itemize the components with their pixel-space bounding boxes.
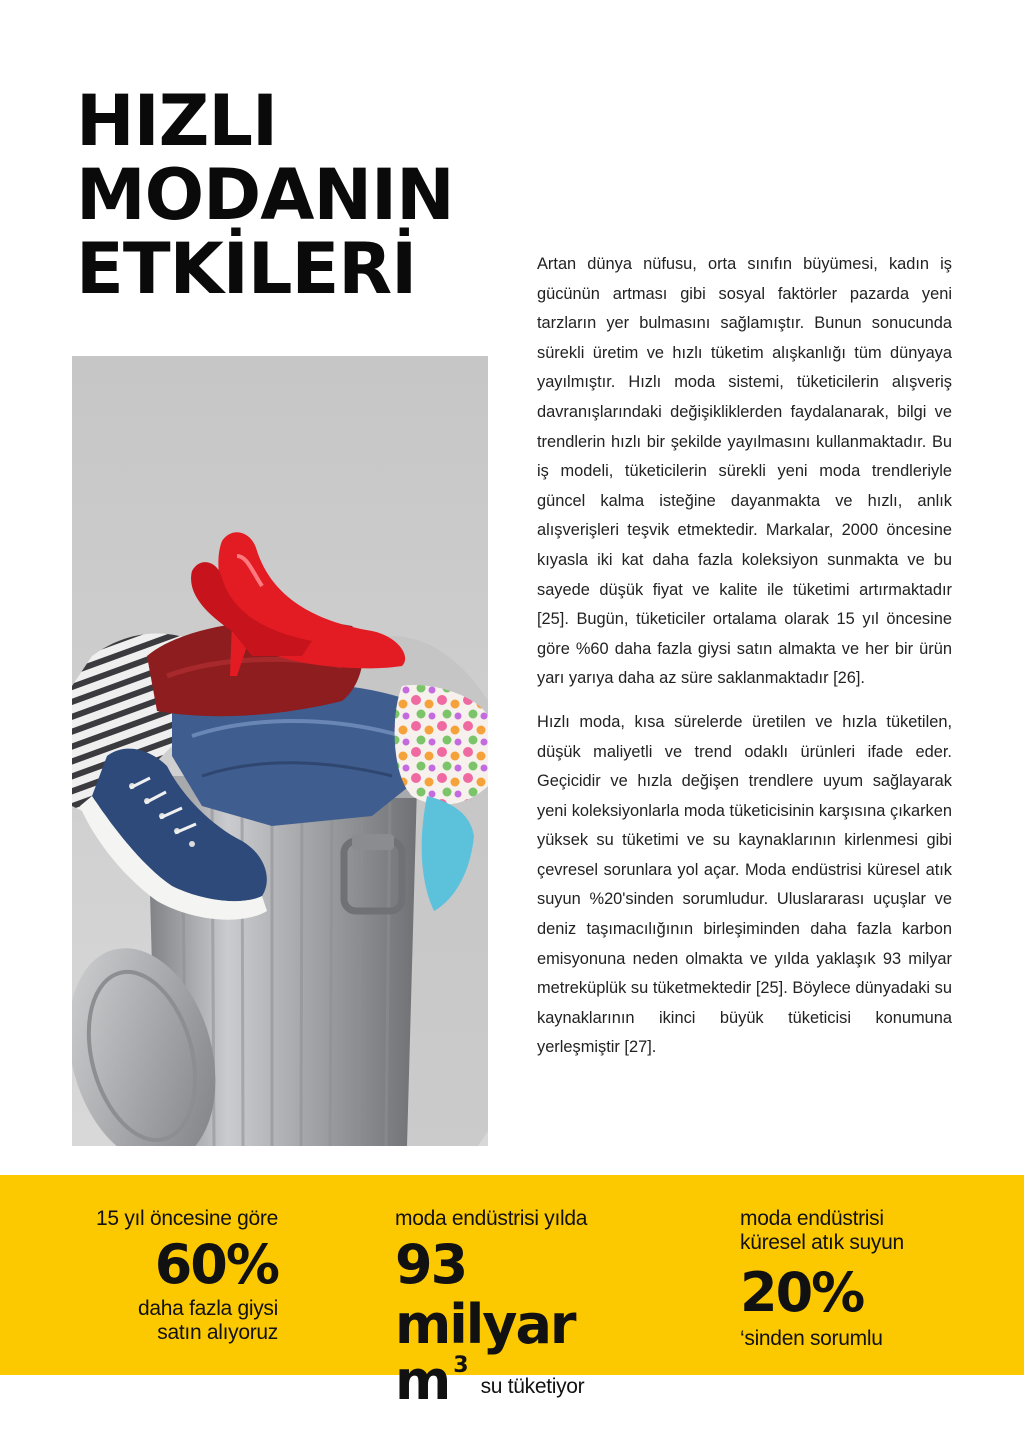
- title-line-2: MODANIN: [76, 154, 454, 236]
- paragraph-2: Hızlı moda, kısa sürelerde üretilen ve hızla tüketilen, düşük maliyetli ve trend odaklı ürünleri ifade eder. Geçicidir ve hızla değişen trendlere uyum sağlayarak yeni koleksiyonlarla moda tüketicisinin karşısına çıkarken yüksek su tüketimi ve su kaynaklarının kirlenmesi gibi çevresel sorunlara yol açar. Moda endüstrisi küresel atık suyun %20'sinden sorumludur. Uluslararası uçuşlar ve deniz taşımacılığının birleşiminden daha fazla karbon emisyonuna neden olmakta ve yılda yaklaşık 93 milyar metreküplük su tüketmektedir [25]. Böylece dünyadaki su kaynaklarının ikinci büyük tüketicisi konumuna yerleşmiştir [27].: [537, 712, 952, 1057]
- stat-water-unit: m: [395, 1349, 450, 1412]
- title-line-3: ETKİLERİ: [76, 228, 417, 310]
- stat-clothing-bottom-1: daha fazla giysi: [138, 1297, 278, 1320]
- stat-wastewater-top-1: moda endüstrisi: [740, 1207, 884, 1230]
- stat-water: [395, 1207, 655, 1411]
- trash-can-clothes-photo: [72, 356, 488, 1146]
- stat-clothing-bottom-2: satın alıyoruz: [157, 1321, 278, 1344]
- stat-wastewater-value: 20%: [740, 1261, 864, 1324]
- paragraph-1: Artan dünya nüfusu, orta sınıfın büyümesi, kadın iş gücünün artması gibi sosyal faktörler pazarda yeni tarzların yer bulmasını sağlamıştır. Bunun sonucunda sürekli üretim ve hızlı tüketim alışkanlığı tüm dünyaya yayılmıştır. Hızlı moda sistemi, tüketicilerin alışveriş davranışlarındaki değişikliklerden faydalanarak, bilgi ve trendlerin hızlı bir şekilde yayılmasını kullanmaktadır. Bu iş modeli, tüketicilerin sürekli yeni moda trendleriyle güncel kalma isteğine dayanmakta ve hızlı, anlık alışverişleri teşvik etmektedir. Markalar, 2000 öncesine kıyasla iki kat daha fazla koleksiyon sunmakta ve bu sayede düşük fiyat ve kalite ile tüketimi artırmaktadır [25]. Bugün, tüketiciler ortalama olarak 15 yıl öncesine göre %60 daha fazla giysi satın almakta ve her bir ürün yarı yarıya daha az süre saklanmaktadır [26].: [537, 255, 952, 688]
- stat-clothing-value: 60%: [154, 1233, 278, 1296]
- stat-water-value: 93 milyar: [395, 1233, 575, 1356]
- body-text: [537, 250, 952, 1077]
- stat-wastewater-top-2: küresel atık suyun: [740, 1231, 904, 1254]
- stat-wastewater: [740, 1207, 990, 1351]
- page-title: [76, 80, 454, 310]
- stat-clothing-top: 15 yıl öncesine göre: [96, 1207, 278, 1230]
- stat-water-unit-exponent: 3: [453, 1353, 469, 1378]
- stat-clothing: [60, 1207, 278, 1345]
- stats-banner: [0, 1175, 1024, 1412]
- stat-water-bottom: su tüketiyor: [480, 1375, 585, 1398]
- title-line-1: HIZLI: [76, 80, 278, 162]
- stat-water-top: moda endüstrisi yılda: [395, 1207, 588, 1230]
- stat-wastewater-bottom: ‘sinden sorumlu: [740, 1327, 883, 1350]
